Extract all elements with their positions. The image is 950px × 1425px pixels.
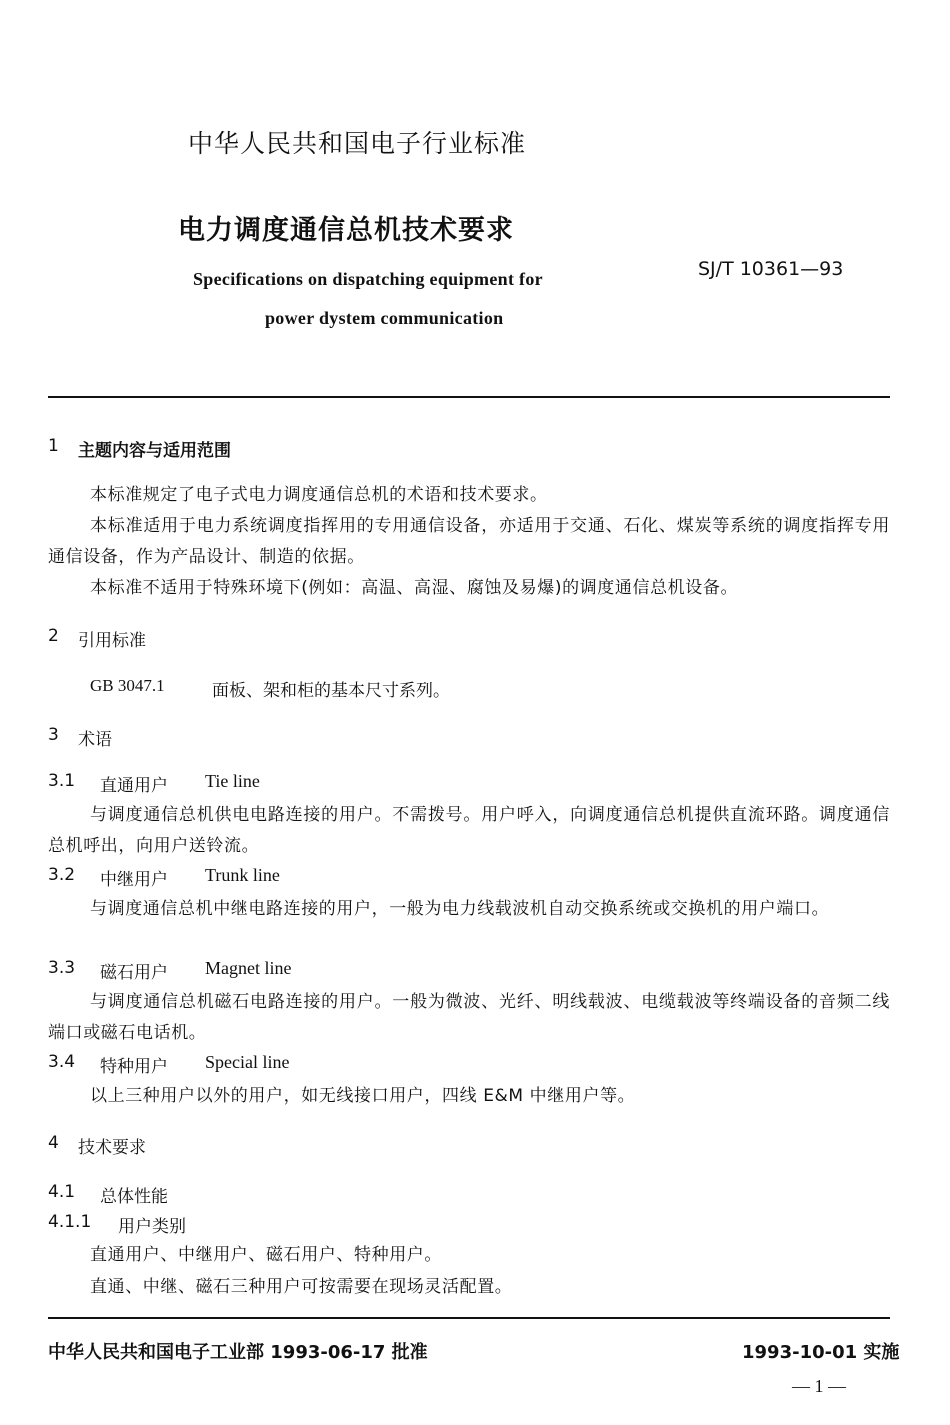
top-rule [48,396,890,398]
term-3-3-number: 3.3 [48,958,76,978]
effective-date: 1993-10-01 实施 [742,1342,900,1363]
term-3-1-chinese: 直通用户 [100,776,168,796]
term-3-3-description: 与调度通信总机磁石电路连接的用户。一般为微波、光纤、明线载波、电缆载波等终端设备的音频二线端口或磁石电话机。 [48,992,890,1043]
term-3-3-english: Magnet line [205,958,292,978]
approval-line: 中华人民共和国电子工业部 1993-06-17 批准 [48,1342,428,1363]
term-3-2-number: 3.2 [48,865,76,885]
subsection-4-1-1-paragraph-1: 直通用户、中继用户、磁石用户、特种用户。 [90,1245,442,1265]
doc-title: 电力调度通信总机技术要求 [178,215,514,246]
section-4-number: 4 [48,1133,59,1153]
term-3-4-english: Special line [205,1052,290,1072]
term-3-2-chinese: 中继用户 [100,870,168,890]
term-3-4-description: 以上三种用户以外的用户，如无线接口用户，四线 E&M 中继用户等。 [90,1086,636,1106]
standard-number: SJ/T 10361—93 [698,258,844,280]
section-3-title: 术语 [78,730,112,750]
section-4-title: 技术要求 [78,1138,146,1158]
section-1-paragraph-3: 本标准不适用于特殊环境下(例如：高温、高湿、腐蚀及易爆)的调度通信总机设备。 [90,578,739,598]
term-3-4-number: 3.4 [48,1052,76,1072]
subsection-4-1-1-number: 4.1.1 [48,1212,92,1232]
section-2-title: 引用标准 [78,631,146,651]
english-title-line-2: power dystem communication [265,308,504,328]
reference-title: 面板、架和柜的基本尺寸系列。 [212,681,450,701]
section-1-paragraph-1: 本标准规定了电子式电力调度通信总机的术语和技术要求。 [90,485,548,505]
section-3-number: 3 [48,725,59,745]
reference-code: GB 3047.1 [90,676,165,695]
page-number: — 1 — [792,1376,846,1396]
subsection-4-1-1-paragraph-2: 直通、中继、磁石三种用户可按需要在现场灵活配置。 [90,1277,513,1297]
subsection-4-1-1-title: 用户类别 [118,1217,186,1237]
term-3-1-number: 3.1 [48,771,76,791]
bottom-rule [48,1317,890,1319]
org-title: 中华人民共和国电子行业标准 [188,129,527,158]
subsection-4-1-number: 4.1 [48,1182,76,1202]
term-3-1-english: Tie line [205,771,260,791]
section-1-paragraph-2: 本标准适用于电力系统调度指挥用的专用通信设备，亦适用于交通、石化、煤炭等系统的调度指挥专用通信设备，作为产品设计、制造的依据。 [48,516,890,567]
section-1-number: 1 [48,436,59,456]
term-3-2-english: Trunk line [205,865,280,885]
subsection-4-1-title: 总体性能 [100,1187,168,1207]
term-3-2-description: 与调度通信总机中继电路连接的用户，一般为电力线载波机自动交换系统或交换机的用户端口。 [90,899,830,919]
english-title-line-1: Specifications on dispatching equipment for [193,269,543,289]
section-2-number: 2 [48,626,59,646]
section-1-title: 主题内容与适用范围 [78,441,231,461]
term-3-3-chinese: 磁石用户 [100,963,168,983]
term-3-1-description: 与调度通信总机供电电路连接的用户。不需拨号。用户呼入，向调度通信总机提供直流环路。调度通信总机呼出，向用户送铃流。 [48,805,890,856]
term-3-4-chinese: 特种用户 [100,1057,168,1077]
